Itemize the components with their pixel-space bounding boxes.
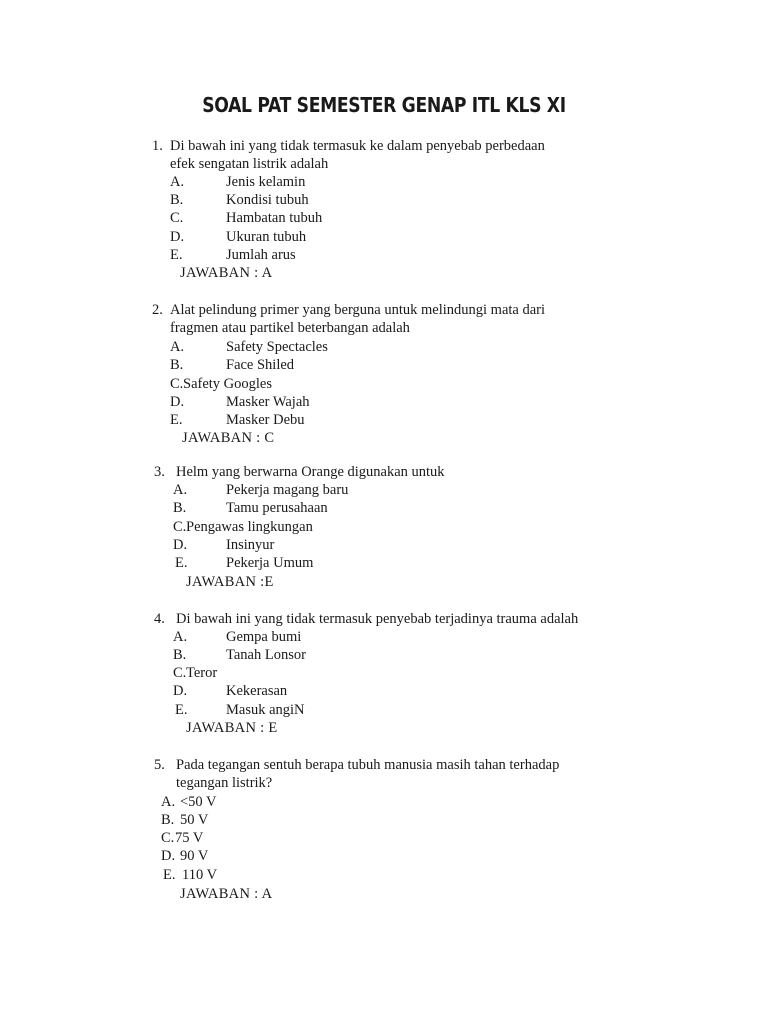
option-label: D. xyxy=(173,537,188,553)
option-text: <50 V xyxy=(180,794,217,810)
option-label: B. xyxy=(173,647,187,663)
option-text: Jenis kelamin xyxy=(226,174,306,190)
option-text: Face Shiled xyxy=(226,357,295,373)
option-label: D. xyxy=(173,683,188,699)
answer-key: JAWABAN : A xyxy=(180,886,273,902)
option-label: E. xyxy=(170,412,183,428)
question-text: Helm yang berwarna Orange digunakan untuk xyxy=(176,464,445,480)
option-label: E. xyxy=(175,702,188,718)
option-text: 50 V xyxy=(180,812,209,828)
option-text: 90 V xyxy=(180,848,209,864)
page-title: SOAL PAT SEMESTER GENAP ITL KLS XI xyxy=(202,93,566,117)
option-text: Masuk angiN xyxy=(226,702,305,718)
question-text: Di bawah ini yang tidak termasuk ke dalam penyebab perbedaan xyxy=(170,138,545,154)
option-label: C. xyxy=(173,519,187,535)
option-text: Safety Googles xyxy=(183,376,272,392)
option-text: Pengawas lingkungan xyxy=(186,519,313,535)
option-text: 110 V xyxy=(182,867,218,883)
option-label: B. xyxy=(161,812,175,828)
option-label: A. xyxy=(161,794,176,810)
question-text: Di bawah ini yang tidak termasuk penyebab terjadinya trauma adalah xyxy=(176,611,579,627)
option-label: A. xyxy=(170,174,185,190)
option-label: C. xyxy=(170,210,184,226)
question-text: tegangan listrik? xyxy=(176,775,273,791)
option-label: A. xyxy=(170,339,185,355)
question-text: Alat pelindung primer yang berguna untuk melindungi mata dari xyxy=(170,302,546,318)
option-text: Gempa bumi xyxy=(226,629,302,645)
option-text: Safety Spectacles xyxy=(226,339,328,355)
option-label: C. xyxy=(170,376,184,392)
question-number: 3. xyxy=(154,464,165,480)
option-label: D. xyxy=(161,848,176,864)
question-number: 4. xyxy=(154,611,165,627)
option-label: D. xyxy=(170,394,185,410)
option-text: 75 V xyxy=(175,830,204,846)
option-label: A. xyxy=(173,482,188,498)
option-text: Tanah Lonsor xyxy=(226,647,306,663)
option-text: Pekerja Umum xyxy=(226,555,314,571)
option-text: Hambatan tubuh xyxy=(226,210,323,226)
question-text: fragmen atau partikel beterbangan adalah xyxy=(170,320,410,336)
option-label: E. xyxy=(170,247,183,263)
option-label: E. xyxy=(175,555,188,571)
option-label: E. xyxy=(163,867,176,883)
option-text: Kekerasan xyxy=(226,683,288,699)
option-text: Kondisi tubuh xyxy=(226,192,309,208)
question-number: 1. xyxy=(152,138,163,154)
option-label: A. xyxy=(173,629,188,645)
option-label: C. xyxy=(161,830,175,846)
answer-key: JAWABAN : C xyxy=(182,430,275,446)
question-number: 2. xyxy=(152,302,163,318)
option-text: Tamu perusahaan xyxy=(226,500,328,516)
option-text: Pekerja magang baru xyxy=(226,482,349,498)
option-label: B. xyxy=(173,500,187,516)
option-text: Insinyur xyxy=(226,537,275,553)
option-text: Jumlah arus xyxy=(226,247,296,263)
question-text: efek sengatan listrik adalah xyxy=(170,156,329,172)
answer-key: JAWABAN : E xyxy=(186,720,278,736)
answer-key: JAWABAN : A xyxy=(180,265,273,281)
option-text: Masker Wajah xyxy=(226,394,310,410)
option-label: C. xyxy=(173,665,187,681)
option-text: Masker Debu xyxy=(226,412,305,428)
option-text: Teror xyxy=(186,665,218,681)
answer-key: JAWABAN :E xyxy=(186,574,274,590)
question-number: 5. xyxy=(154,757,165,773)
question-text: Pada tegangan sentuh berapa tubuh manusia masih tahan terhadap xyxy=(176,757,560,773)
option-text: Ukuran tubuh xyxy=(226,229,307,245)
option-label: B. xyxy=(170,357,184,373)
option-label: D. xyxy=(170,229,185,245)
option-label: B. xyxy=(170,192,184,208)
